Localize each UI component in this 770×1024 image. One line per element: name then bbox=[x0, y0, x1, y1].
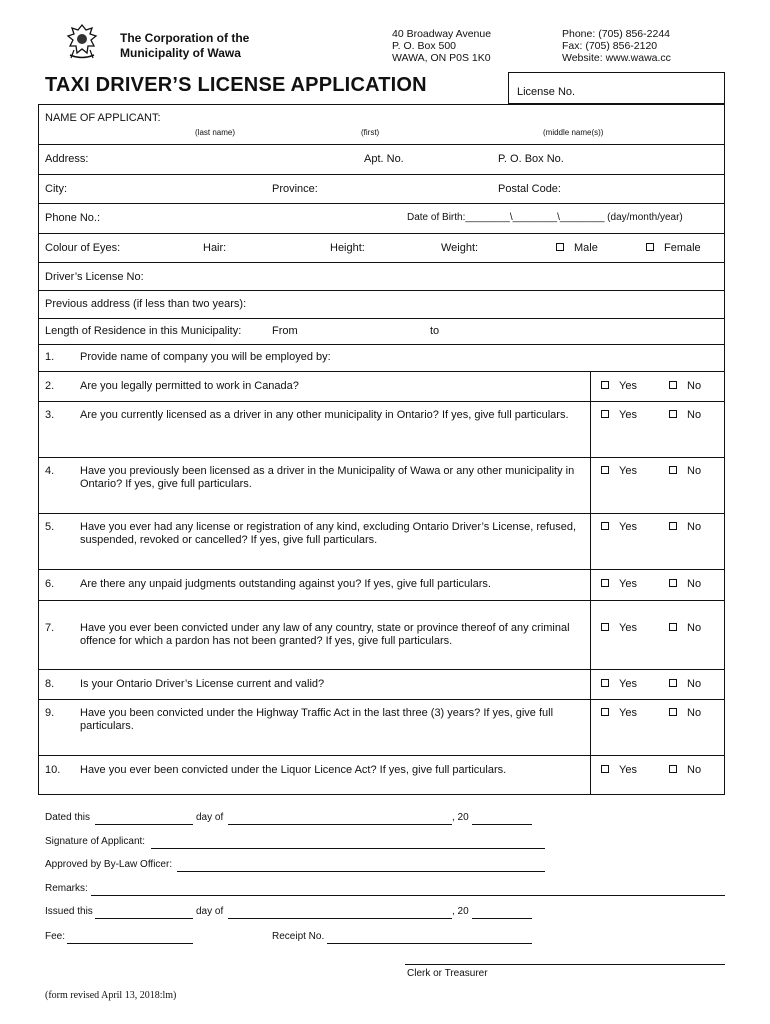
question-number: 4. bbox=[45, 465, 55, 477]
question-text: Are you legally permitted to work in Canada? bbox=[80, 380, 299, 392]
yes-label: Yes bbox=[619, 678, 637, 690]
yes-label: Yes bbox=[619, 521, 637, 533]
row-divider bbox=[38, 290, 725, 291]
no-label: No bbox=[687, 578, 702, 590]
no-label: No bbox=[687, 409, 702, 421]
name-of-applicant-label: NAME OF APPLICANT: bbox=[45, 112, 161, 124]
row-divider bbox=[38, 600, 725, 601]
question-text: Have you previously been licensed as a driver in the Municipality of Wawa or any other municipality in Ontario? If yes, give full particulars. bbox=[80, 465, 575, 490]
no-label: No bbox=[687, 622, 702, 634]
last-name-hint: (last name) bbox=[195, 128, 236, 137]
fee-label: Fee: bbox=[45, 931, 66, 942]
from-label: From bbox=[272, 325, 298, 337]
mailing-address bbox=[392, 28, 491, 64]
no-label: No bbox=[687, 707, 702, 719]
male-option[interactable] bbox=[556, 242, 598, 254]
row-divider bbox=[38, 401, 725, 402]
dated-year-line[interactable] bbox=[472, 824, 532, 825]
question-text: Is your Ontario Driver’s License current and valid? bbox=[80, 678, 325, 690]
yes-checkbox[interactable] bbox=[601, 765, 609, 773]
question-number: 2. bbox=[45, 380, 55, 392]
yes-checkbox[interactable] bbox=[601, 623, 609, 631]
phone-number: Phone: (705) 856-2244 bbox=[562, 28, 670, 40]
row-divider bbox=[38, 457, 725, 458]
row-divider bbox=[38, 755, 725, 756]
row-divider bbox=[38, 203, 725, 204]
yes-checkbox[interactable] bbox=[601, 410, 609, 418]
row-divider bbox=[38, 318, 725, 319]
q4-no[interactable] bbox=[669, 465, 701, 477]
question-number: 9. bbox=[45, 707, 55, 719]
yes-checkbox[interactable] bbox=[601, 381, 609, 389]
yes-checkbox[interactable] bbox=[601, 466, 609, 474]
postal-code-label: Postal Code: bbox=[498, 183, 561, 195]
no-checkbox[interactable] bbox=[669, 522, 677, 530]
question-text: Are you currently licensed as a driver in any other municipality in Ontario? If yes, give full particulars. bbox=[80, 409, 569, 421]
issued-month-line[interactable] bbox=[228, 918, 452, 919]
no-label: No bbox=[687, 521, 702, 533]
yes-checkbox[interactable] bbox=[601, 708, 609, 716]
yes-label: Yes bbox=[619, 707, 637, 719]
row-divider bbox=[38, 371, 725, 372]
dated-day-line[interactable] bbox=[95, 824, 193, 825]
fee-line[interactable] bbox=[67, 943, 193, 944]
issued-year-prefix: , 20 bbox=[452, 906, 469, 917]
q10-no[interactable] bbox=[669, 764, 701, 776]
q6-no[interactable] bbox=[669, 578, 701, 590]
contact-info bbox=[562, 28, 671, 64]
middle-name-hint: (middle name(s)) bbox=[543, 128, 604, 137]
form-revision-note: (form revised April 13, 2018:lm) bbox=[45, 990, 177, 1001]
clerk-signature-line[interactable] bbox=[405, 964, 725, 965]
yes-label: Yes bbox=[619, 622, 637, 634]
row-divider bbox=[38, 569, 725, 570]
yes-checkbox[interactable] bbox=[601, 679, 609, 687]
corp-line-1: The Corporation of the bbox=[120, 31, 250, 45]
question-text: Provide name of company you will be employed by: bbox=[80, 351, 331, 363]
question-text: Have you ever had any license or registration of any kind, excluding Ontario Driver’s License, refused, suspended, revoked or cancelled? If yes, give full particulars. bbox=[80, 521, 577, 546]
approved-line[interactable] bbox=[177, 871, 545, 872]
signature-line[interactable] bbox=[151, 848, 545, 849]
no-label: No bbox=[687, 764, 702, 776]
q3-yes[interactable] bbox=[601, 409, 637, 421]
q2-yes[interactable] bbox=[601, 380, 637, 392]
q8-no[interactable] bbox=[669, 678, 701, 690]
dated-label: Dated this bbox=[45, 812, 91, 823]
date-of-birth-label: Date of Birth:________\________\________ (day/month/year) bbox=[407, 212, 683, 223]
form-title: TAXI DRIVER’S LICENSE APPLICATION bbox=[45, 74, 427, 96]
drivers-license-label: Driver’s License No: bbox=[45, 271, 144, 283]
application-grid bbox=[38, 104, 725, 795]
no-checkbox[interactable] bbox=[669, 679, 677, 687]
row-divider bbox=[38, 174, 725, 175]
q6-yes[interactable] bbox=[601, 578, 637, 590]
receipt-line[interactable] bbox=[327, 943, 532, 944]
q9-yes[interactable] bbox=[601, 707, 637, 719]
weight-label: Weight: bbox=[441, 242, 479, 254]
no-label: No bbox=[687, 380, 702, 392]
yes-label: Yes bbox=[619, 409, 637, 421]
address-line-1: 40 Broadway Avenue bbox=[392, 28, 492, 40]
yes-label: Yes bbox=[619, 764, 637, 776]
remarks-label: Remarks: bbox=[45, 883, 88, 894]
male-checkbox[interactable] bbox=[556, 243, 564, 251]
q4-yes[interactable] bbox=[601, 465, 637, 477]
female-checkbox[interactable] bbox=[646, 243, 654, 251]
question-number: 10. bbox=[45, 764, 61, 776]
wawa-crest-logo bbox=[62, 22, 102, 62]
no-checkbox[interactable] bbox=[669, 381, 677, 389]
height-label: Height: bbox=[330, 242, 365, 254]
to-label: to bbox=[430, 325, 440, 337]
row-divider bbox=[38, 233, 725, 234]
license-no-box[interactable] bbox=[508, 72, 725, 104]
row-divider bbox=[38, 513, 725, 514]
row-divider bbox=[38, 262, 725, 263]
question-number: 1. bbox=[45, 351, 55, 363]
previous-address-label: Previous address (if less than two years): bbox=[45, 298, 247, 310]
q7-yes[interactable] bbox=[601, 622, 637, 634]
question-text: Have you been convicted under the Highway Traffic Act in the last three (3) years? If yes, give full particulars. bbox=[80, 707, 554, 732]
q8-yes[interactable] bbox=[601, 678, 637, 690]
q2-no[interactable] bbox=[669, 380, 701, 392]
fax-number: Fax: (705) 856-2120 bbox=[562, 40, 658, 52]
remarks-line[interactable] bbox=[91, 895, 725, 896]
question-column-divider bbox=[590, 371, 591, 795]
issued-year-line[interactable] bbox=[472, 918, 532, 919]
q9-no[interactable] bbox=[669, 707, 701, 719]
question-number: 6. bbox=[45, 578, 55, 590]
q3-no[interactable] bbox=[669, 409, 701, 421]
yes-label: Yes bbox=[619, 380, 637, 392]
male-label: Male bbox=[574, 242, 598, 254]
q5-no[interactable] bbox=[669, 521, 701, 533]
q7-no[interactable] bbox=[669, 622, 701, 634]
female-option[interactable] bbox=[646, 242, 701, 254]
city-label: City: bbox=[45, 183, 67, 195]
day-of-label: day of bbox=[196, 812, 224, 823]
question-text: Have you ever been convicted under the Liquor Licence Act? If yes, give full particulars. bbox=[80, 764, 507, 776]
clerk-label: Clerk or Treasurer bbox=[407, 968, 488, 979]
question-number: 3. bbox=[45, 409, 55, 421]
no-checkbox[interactable] bbox=[669, 410, 677, 418]
receipt-label: Receipt No. bbox=[272, 931, 325, 942]
eye-colour-label: Colour of Eyes: bbox=[45, 242, 121, 254]
issued-day-line[interactable] bbox=[95, 918, 193, 919]
no-label: No bbox=[687, 465, 702, 477]
yes-checkbox[interactable] bbox=[601, 579, 609, 587]
website: Website: www.wawa.cc bbox=[562, 52, 671, 64]
row-divider bbox=[38, 344, 725, 345]
no-checkbox[interactable] bbox=[669, 466, 677, 474]
dated-year-prefix: , 20 bbox=[452, 812, 469, 823]
female-label: Female bbox=[664, 242, 701, 254]
issued-label: Issued this bbox=[45, 906, 93, 917]
approved-label: Approved by By-Law Officer: bbox=[45, 859, 173, 870]
yes-label: Yes bbox=[619, 578, 637, 590]
question-number: 5. bbox=[45, 521, 55, 533]
signature-label: Signature of Applicant: bbox=[45, 836, 146, 847]
first-name-hint: (first) bbox=[361, 128, 380, 137]
issued-day-of-label: day of bbox=[196, 906, 224, 917]
license-no-label: License No. bbox=[517, 86, 576, 98]
address-line-3: WAWA, ON P0S 1K0 bbox=[392, 52, 491, 64]
question-number: 8. bbox=[45, 678, 55, 690]
row-divider bbox=[38, 144, 725, 145]
province-label: Province: bbox=[272, 183, 318, 195]
corporation-name bbox=[120, 31, 249, 61]
apt-no-label: Apt. No. bbox=[364, 153, 404, 165]
phone-no-label: Phone No.: bbox=[45, 212, 101, 224]
po-box-label: P. O. Box No. bbox=[498, 153, 564, 165]
hair-label: Hair: bbox=[203, 242, 227, 254]
no-label: No bbox=[687, 678, 702, 690]
no-checkbox[interactable] bbox=[669, 708, 677, 716]
no-checkbox[interactable] bbox=[669, 579, 677, 587]
yes-checkbox[interactable] bbox=[601, 522, 609, 530]
address-line-2: P. O. Box 500 bbox=[392, 40, 457, 52]
dated-month-line[interactable] bbox=[228, 824, 452, 825]
corp-line-2: Municipality of Wawa bbox=[120, 46, 241, 60]
question-text: Have you ever been convicted under any law of any country, state or province thereof of any criminal offence for which a pardon has not been granted? If yes, give full particulars. bbox=[80, 622, 570, 647]
q5-yes[interactable] bbox=[601, 521, 637, 533]
question-text: Are there any unpaid judgments outstanding against you? If yes, give full particulars. bbox=[80, 578, 491, 590]
no-checkbox[interactable] bbox=[669, 623, 677, 631]
q10-yes[interactable] bbox=[601, 764, 637, 776]
yes-label: Yes bbox=[619, 465, 637, 477]
no-checkbox[interactable] bbox=[669, 765, 677, 773]
address-label: Address: bbox=[45, 153, 89, 165]
residence-length-label: Length of Residence in this Municipality: bbox=[45, 325, 242, 337]
row-divider bbox=[38, 669, 725, 670]
row-divider bbox=[38, 699, 725, 700]
question-number: 7. bbox=[45, 622, 55, 634]
